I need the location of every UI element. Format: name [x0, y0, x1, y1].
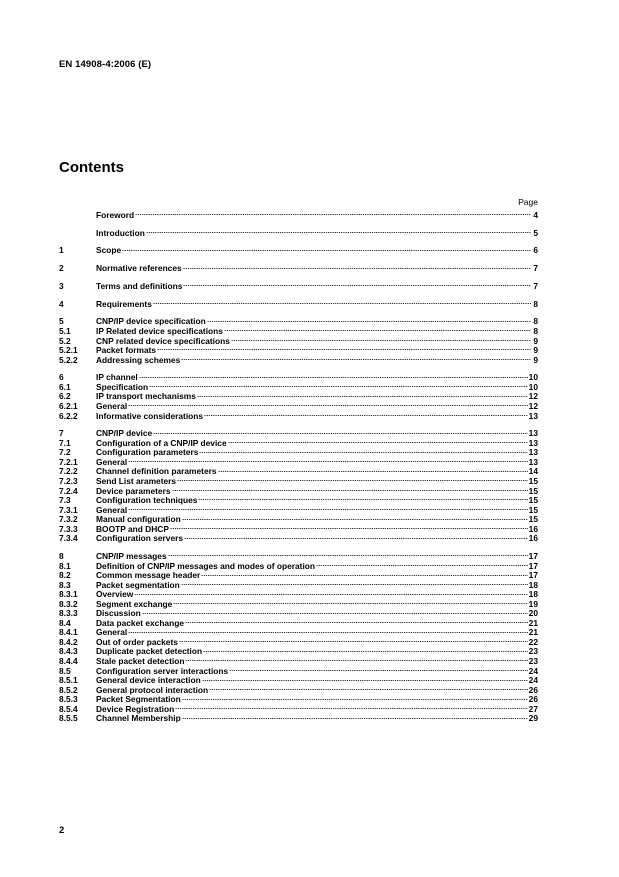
toc-entry-page: 15	[528, 485, 538, 496]
toc-entry-number: 6	[59, 372, 64, 383]
toc-entry-number: 8.5	[59, 665, 71, 676]
toc-entry-number: 5.1	[59, 325, 71, 336]
dot-leader	[201, 574, 527, 577]
dot-leader	[170, 527, 528, 530]
toc-entry[interactable]	[59, 714, 538, 724]
toc-entry-page: 13	[528, 437, 538, 448]
toc-entry[interactable]	[59, 229, 538, 239]
toc-entry[interactable]	[59, 246, 538, 256]
toc-entry-page: 17	[528, 560, 538, 571]
toc-entry-number: 8.5.1	[59, 675, 78, 686]
dot-leader	[185, 659, 527, 662]
dot-leader	[182, 717, 528, 720]
toc-entry-title: General protocol interaction	[96, 684, 209, 695]
toc-entry-page: 23	[528, 656, 538, 667]
toc-entry-title: Terms and definitions	[96, 280, 183, 291]
page-column-label: Page	[518, 197, 538, 207]
toc-entry-title: Informative considerations	[96, 410, 204, 421]
dot-leader	[204, 414, 528, 417]
toc-entry-number: 5.2.1	[59, 345, 78, 356]
dot-leader	[128, 460, 527, 463]
toc-entry-page: 10	[528, 372, 538, 383]
page-title: Contents	[59, 159, 124, 176]
toc-entry-title: Device Registration	[96, 703, 175, 714]
toc-entry-page: 9	[533, 345, 538, 356]
dot-leader	[122, 249, 531, 252]
toc-entry-number: 7.3.2	[59, 514, 78, 525]
toc-entry-page: 21	[528, 617, 538, 628]
toc-entry-number: 8.5.2	[59, 684, 78, 695]
toc-entry[interactable]	[59, 448, 538, 458]
dot-leader	[181, 358, 531, 361]
toc-entry-page: 18	[528, 579, 538, 590]
toc-entry-page: 26	[528, 684, 538, 695]
toc-entry-number: 4	[59, 298, 64, 309]
toc-entry-number: 7.3.3	[59, 523, 78, 534]
toc-entry-title: CNP/IP messages	[96, 551, 167, 561]
toc-entry-number: 3	[59, 280, 64, 291]
toc-entry-title: Out of order packets	[96, 636, 178, 647]
dot-leader	[218, 470, 528, 473]
dot-leader	[146, 231, 531, 234]
toc-entry-page: 12	[528, 391, 538, 402]
dot-leader	[209, 688, 528, 691]
toc-entry-title: CNP related device specifications	[96, 335, 230, 346]
toc-entry-page: 24	[528, 665, 538, 676]
table-of-contents	[59, 211, 538, 724]
document-header: EN 14908-4:2006 (E)	[59, 59, 152, 70]
toc-entry-number: 8.4.3	[59, 646, 78, 657]
toc-entry-number: 6.2.2	[59, 410, 78, 421]
toc-entry-page: 17	[528, 570, 538, 581]
toc-entry[interactable]	[59, 264, 538, 274]
dot-leader	[199, 451, 527, 454]
toc-entry-number: 8.2	[59, 570, 71, 581]
toc-entry[interactable]	[59, 496, 538, 506]
dot-leader	[153, 432, 528, 435]
toc-entry[interactable]	[59, 211, 538, 221]
dot-leader	[175, 707, 527, 710]
dot-leader	[185, 621, 528, 624]
toc-entry-number: 5.2.2	[59, 354, 78, 365]
dot-leader	[128, 631, 527, 634]
dot-leader	[182, 698, 528, 701]
dot-leader	[198, 498, 527, 501]
toc-entry-title: General	[96, 456, 128, 467]
dot-leader	[134, 593, 527, 596]
toc-entry-page: 15	[528, 495, 538, 506]
toc-entry-title: Channel Membership	[96, 713, 181, 724]
toc-entry-number: 8.3.3	[59, 608, 78, 619]
toc-entry[interactable]	[59, 300, 538, 310]
toc-entry-page: 8	[533, 298, 538, 309]
toc-entry-title: BOOTP and DHCP	[96, 523, 169, 534]
toc-entry-number: 1	[59, 245, 64, 256]
dot-leader	[149, 385, 528, 388]
toc-entry-page: 20	[528, 608, 538, 619]
toc-entry[interactable]	[59, 534, 538, 544]
toc-entry-title: Requirements	[96, 298, 152, 309]
dot-leader	[168, 554, 528, 557]
dot-leader	[182, 518, 528, 521]
toc-entry-number: 7.2.1	[59, 456, 78, 467]
toc-entry-number: 6.2	[59, 391, 71, 402]
toc-entry-number: 8.4	[59, 617, 71, 628]
toc-entry-number: 7.3.4	[59, 533, 78, 544]
dot-leader	[153, 302, 531, 305]
toc-entry-page: 16	[528, 533, 538, 544]
toc-entry-page: 23	[528, 646, 538, 657]
toc-entry[interactable]	[59, 282, 538, 292]
toc-entry-number: 7.3.1	[59, 504, 78, 515]
dot-leader	[181, 583, 528, 586]
toc-entry-number: 8.5.5	[59, 713, 78, 724]
toc-entry-number: 7.2.3	[59, 475, 78, 486]
toc-entry-title: Channel definition parameters	[96, 466, 217, 477]
dot-leader	[142, 612, 528, 615]
toc-entry-title: Common message header	[96, 570, 201, 581]
dot-leader	[197, 395, 528, 398]
toc-entry-title: Overview	[96, 589, 134, 600]
toc-entry-number: 7.2	[59, 447, 71, 458]
toc-entry-title: Configuration servers	[96, 533, 184, 544]
toc-entry-page: 16	[528, 523, 538, 534]
toc-entry-number: 6.2.1	[59, 400, 78, 411]
toc-entry-page: 15	[528, 475, 538, 486]
toc-entry-page: 6	[533, 245, 538, 256]
dot-leader	[229, 669, 528, 672]
toc-entry-title: Segment exchange	[96, 598, 173, 609]
toc-entry-title: IP transport mechanisms	[96, 391, 196, 402]
toc-entry-title: Definition of CNP/IP messages and modes of operation	[96, 560, 316, 571]
dot-leader	[183, 267, 531, 270]
toc-entry-page: 27	[528, 703, 538, 714]
dot-leader	[316, 564, 528, 567]
toc-entry-title: Device parameters	[96, 485, 171, 496]
toc-entry-title: Send List arameters	[96, 475, 177, 486]
dot-leader	[224, 329, 531, 332]
toc-entry[interactable]	[59, 619, 538, 629]
toc-entry-title: Configuration parameters	[96, 447, 199, 458]
toc-entry-page: 13	[528, 410, 538, 421]
toc-entry-page: 15	[528, 514, 538, 525]
toc-entry-title: CNP/IP device	[96, 428, 153, 439]
toc-entry-number: 8.1	[59, 560, 71, 571]
toc-entry-number: 6.1	[59, 381, 71, 392]
toc-entry-title: Foreword	[96, 210, 135, 220]
toc-entry-title: Stale packet detection	[96, 656, 185, 667]
toc-entry-page: 14	[528, 466, 538, 477]
toc-entry-page: 26	[528, 694, 538, 705]
toc-entry-page: 13	[528, 447, 538, 458]
toc-entry-page: 19	[528, 598, 538, 609]
dot-leader	[203, 650, 528, 653]
toc-entry-page: 9	[533, 354, 538, 365]
toc-entry-page: 13	[528, 456, 538, 467]
dot-leader	[231, 339, 531, 342]
toc-entry-title: Configuration techniques	[96, 495, 198, 506]
dot-leader	[128, 404, 527, 407]
toc-entry-page: 8	[533, 325, 538, 336]
dot-leader	[157, 348, 531, 351]
dot-leader	[135, 213, 531, 216]
dot-leader	[183, 284, 531, 287]
toc-entry-title: Addressing schemes	[96, 354, 181, 365]
toc-entry-number: 7.1	[59, 437, 71, 448]
toc-entry-page: 12	[528, 400, 538, 411]
toc-entry-page: 7	[533, 263, 538, 274]
dot-leader	[184, 537, 528, 540]
toc-entry-title: IP Related device specifications	[96, 325, 223, 336]
toc-entry-page: 7	[533, 280, 538, 291]
toc-entry-title: General device interaction	[96, 675, 201, 686]
toc-entry-page: 15	[528, 504, 538, 515]
toc-entry-number: 5.2	[59, 335, 71, 346]
dot-leader	[228, 441, 528, 444]
toc-entry-number: 2	[59, 263, 64, 274]
toc-entry-page: 17	[528, 551, 538, 561]
toc-entry-number: 7.2.4	[59, 485, 78, 496]
toc-entry-title: Manual configuration	[96, 514, 181, 525]
toc-entry-page: 8	[533, 316, 538, 327]
toc-entry[interactable]	[59, 412, 538, 422]
toc-entry-title: General	[96, 627, 128, 638]
toc-entry-title: Data packet exchange	[96, 617, 184, 628]
toc-entry-page: 9	[533, 335, 538, 346]
toc-entry-title: Packet segmentation	[96, 579, 180, 590]
toc-entry-number: 7	[59, 428, 64, 439]
toc-entry-title: Configuration server interactions	[96, 665, 229, 676]
footer-page-number: 2	[59, 825, 65, 836]
toc-entry-number: 8.4.2	[59, 636, 78, 647]
toc-entry[interactable]	[59, 356, 538, 366]
toc-entry-number: 8.4.4	[59, 656, 78, 667]
toc-entry-number: 8.5.4	[59, 703, 78, 714]
toc-entry-page: 21	[528, 627, 538, 638]
toc-entry-title: Packet Segmentation	[96, 694, 181, 705]
toc-entry-page: 5	[533, 227, 538, 238]
dot-leader	[207, 320, 531, 323]
toc-entry-title: CNP/IP device specification	[96, 316, 206, 327]
dot-leader	[179, 640, 528, 643]
toc-entry-title: Scope	[96, 245, 122, 256]
toc-entry-title: Specification	[96, 381, 149, 392]
toc-entry-title: General	[96, 504, 128, 515]
toc-entry-page: 24	[528, 675, 538, 686]
toc-entry-number: 8.3.2	[59, 598, 78, 609]
toc-entry-number: 5	[59, 316, 64, 327]
dot-leader	[173, 602, 527, 605]
toc-entry-page: 10	[528, 381, 538, 392]
dot-leader	[128, 508, 527, 511]
toc-entry-title: Configuration of a CNP/IP device	[96, 437, 227, 448]
dot-leader	[139, 376, 528, 379]
toc-entry-number: 7.2.2	[59, 466, 78, 477]
toc-entry-page: 4	[533, 210, 538, 220]
toc-entry-number: 8	[59, 551, 64, 561]
toc-entry-number: 8.4.1	[59, 627, 78, 638]
dot-leader	[202, 679, 528, 682]
toc-entry-title: IP channel	[96, 372, 138, 383]
toc-entry-page: 22	[528, 636, 538, 647]
dot-leader	[177, 479, 528, 482]
toc-entry-page: 18	[528, 589, 538, 600]
toc-entry-page: 13	[528, 428, 538, 439]
toc-entry-title: Duplicate packet detection	[96, 646, 203, 657]
toc-entry-title: General	[96, 400, 128, 411]
toc-entry[interactable]	[59, 392, 538, 402]
toc-entry-title: Normative references	[96, 263, 182, 274]
toc-entry-page: 29	[528, 713, 538, 724]
toc-entry-title: Packet formats	[96, 345, 157, 356]
toc-entry-number: 7.3	[59, 495, 71, 506]
toc-entry-title: Introduction	[96, 227, 145, 238]
toc-entry-number: 8.5.3	[59, 694, 78, 705]
toc-entry-number: 8.3	[59, 579, 71, 590]
dot-leader	[172, 489, 528, 492]
toc-entry-title: Discussion	[96, 608, 141, 619]
toc-entry-number: 8.3.1	[59, 589, 78, 600]
